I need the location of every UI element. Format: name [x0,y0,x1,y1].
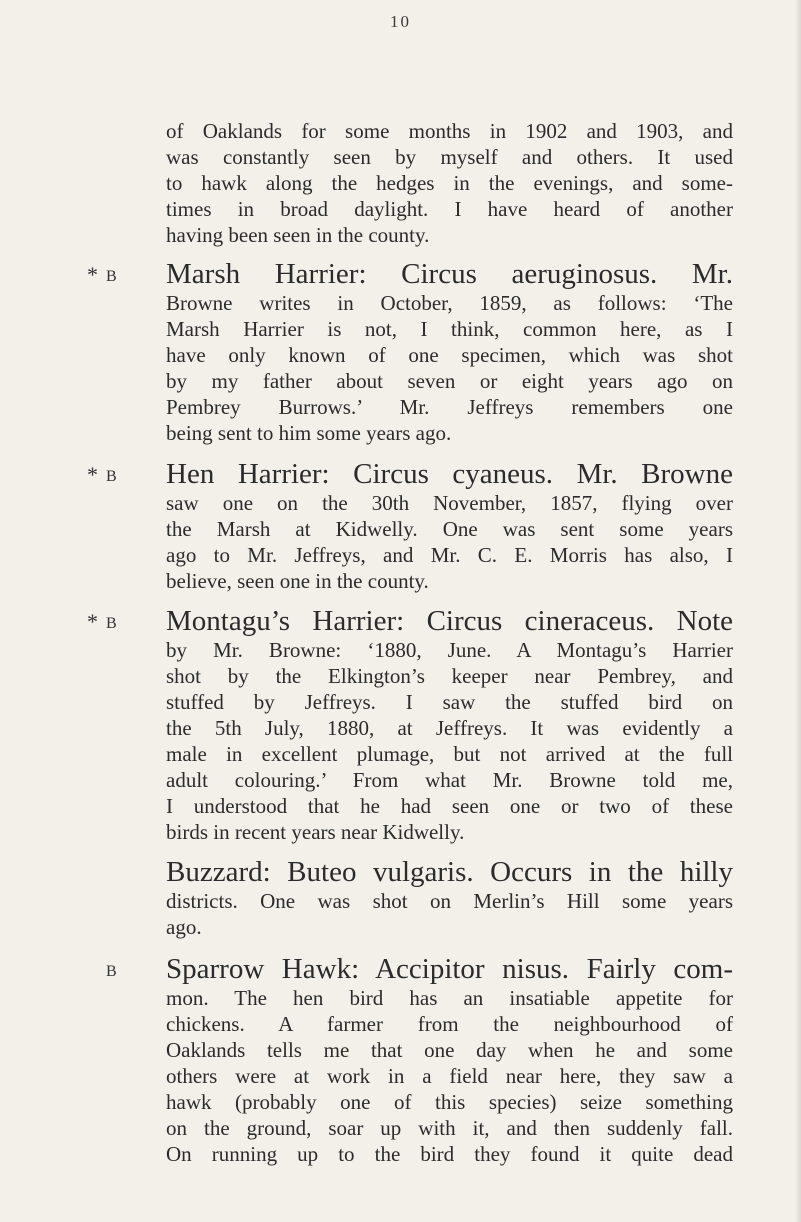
entry-line: stuffed by Jeffreys. I saw the stuffed bird on [166,690,733,714]
entry-line: Marsh Harrier is not, I think, common here, as I [166,317,733,341]
intro-line: to hawk along the hedges in the evenings, and some- [166,171,733,195]
status-marker: B [106,963,118,980]
star-marker: * [87,262,98,287]
entry-line: ago. [166,915,202,939]
entry-line: by my father about seven or eight years ago on [166,369,733,393]
page-edge-shadow [795,0,801,1222]
intro-line: was constantly seen by myself and others. It used [166,145,733,169]
entry-line: others were at work in a field near here, they saw a [166,1064,733,1088]
status-marker: B [106,468,118,485]
star-marker: * [87,462,98,487]
entry-line: shot by the Elkington’s keeper near Pembrey, and [166,664,733,688]
intro-line: of Oaklands for some months in 1902 and 1903, and [166,119,733,143]
entry-line: on the ground, soar up with it, and then suddenly fall. [166,1116,733,1140]
entry-line: the Marsh at Kidwelly. One was sent some years [166,517,733,541]
entry-heading-montagus-harrier: Montagu’s Harrier: Circus cineraceus. Note [166,605,733,637]
intro-line: having been seen in the county. [166,223,430,247]
entry-line: saw one on the 30th November, 1857, flying over [166,491,733,515]
entry-line: chickens. A farmer from the neighbourhood of [166,1012,733,1036]
entry-line: believe, seen one in the county. [166,569,429,593]
entry-line: male in excellent plumage, but not arrived at the full [166,742,733,766]
entry-line: On running up to the bird they found it quite dead [166,1142,733,1166]
entry-line: adult colouring.’ From what Mr. Browne told me, [166,768,733,792]
page-number: 10 [390,12,411,31]
entry-line: ago to Mr. Jeffreys, and Mr. C. E. Morris has also, I [166,543,733,567]
entry-line: Pembrey Burrows.’ Mr. Jeffreys remembers one [166,395,733,419]
entry-heading-buzzard: Buzzard: Buteo vulgaris. Occurs in the hilly [166,856,733,888]
status-marker: B [106,268,118,285]
entry-line: birds in recent years near Kidwelly. [166,820,465,844]
entry-line: the 5th July, 1880, at Jeffreys. It was evidently a [166,716,733,740]
entry-heading-hen-harrier: Hen Harrier: Circus cyaneus. Mr. Browne [166,458,733,490]
entry-line: by Mr. Browne: ‘1880, June. A Montagu’s Harrier [166,638,733,662]
entry-heading-sparrow-hawk: Sparrow Hawk: Accipitor nisus. Fairly com- [166,953,733,985]
entry-line: Oaklands tells me that one day when he and some [166,1038,733,1062]
status-marker: B [106,615,118,632]
entry-heading-marsh-harrier: Marsh Harrier: Circus aeruginosus. Mr. [166,258,733,290]
entry-line: have only known of one specimen, which was shot [166,343,733,367]
entry-line: I understood that he had seen one or two of these [166,794,733,818]
entry-line: hawk (probably one of this species) seize something [166,1090,733,1114]
entry-line: being sent to him some years ago. [166,421,452,445]
entry-line: mon. The hen bird has an insatiable appetite for [166,986,733,1010]
star-marker: * [87,609,98,634]
intro-line: times in broad daylight. I have heard of another [166,197,733,221]
entry-line: Browne writes in October, 1859, as follows: ‘The [166,291,733,315]
entry-line: districts. One was shot on Merlin’s Hill some years [166,889,733,913]
